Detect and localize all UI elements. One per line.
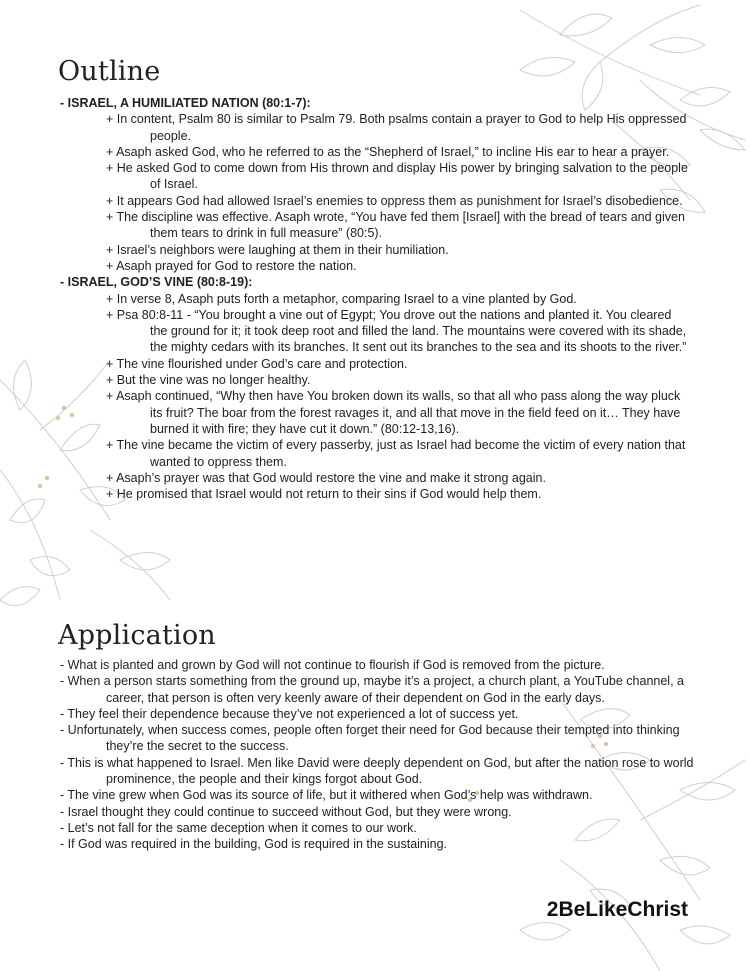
outline-item: + Israel’s neighbors were laughing at them in their humiliation. — [106, 242, 449, 257]
outline-item: + But the vine was no longer healthy. — [106, 373, 311, 388]
brand-logo-text: 2BeLikeChrist — [546, 898, 688, 921]
outline-item: + In verse 8, Asaph puts forth a metaphor, comparing Israel to a vine planted by God. — [106, 291, 577, 306]
outline-item: + Asaph asked God, who he referred to as the “Shepherd of Israel,” to incline His ear to hear a prayer. — [106, 144, 670, 159]
outline-item: + Psa 80:8-11 - “You brought a vine out of Egypt; You drove out the nations and planted it. You cleared the ground for it; it took deep root and filled the land. The mountains were covered with its shade, the mighty cedars with its branches. It sent out its branches to the sea and its shoots to the river.” — [106, 307, 687, 355]
application-item: - When a person starts something from the ground up, maybe it’s a project, a church plant, a YouTube channel, a career, that person is often very keenly aware of their dependent on God in the early days. — [60, 674, 684, 705]
section-label: - ISRAEL, A HUMILIATED NATION (80:1-7): — [60, 96, 311, 110]
outline-item: + The vine became the victim of every passerby, just as Israel had become the victim of every nation that wanted to oppress them. — [106, 438, 686, 469]
outline-section — [60, 95, 690, 502]
application-item: - Unfortunately, when success comes, people often forget their need for God because their tempted into thinking they’re the secret to the success. — [60, 723, 680, 754]
section-label: - ISRAEL, GOD’S VINE (80:8-19): — [60, 275, 253, 290]
application-item: - This is what happened to Israel. Men like David were deeply dependent on God, but after the nation rose to world prominence, the people and their kings forgot about God. — [60, 755, 694, 787]
outline-item: + It appears God had allowed Israel’s enemies to oppress them as punishment for Israel’s disobedience. — [106, 193, 683, 208]
outline-heading: Outline — [58, 56, 161, 87]
outline-item: + Asaph prayed for God to restore the nation. — [106, 258, 357, 273]
outline-item: + He asked God to come down from His thrown and display His power by bringing salvation to the people of Israel. — [106, 161, 688, 192]
application-item: - If God was required in the building, God is required in the sustaining. — [60, 837, 448, 852]
outline-item: + Asaph continued, “Why then have You broken down its walls, so that all who pass along the way pluck its fruit? The boar from the forest ravages it, and all that move in the field feed on it… They have burned it with fire; they have cut it down.” (80:12-13,16). — [106, 389, 681, 436]
outline-item: + The vine flourished under God’s care and protection. — [106, 356, 408, 371]
application-item: - The vine grew when God was its source of life, but it withered when God’s help was withdrawn. — [60, 788, 593, 803]
application-heading: Application — [58, 620, 216, 651]
application-section — [60, 657, 695, 853]
application-item: - What is planted and grown by God will not continue to flourish if God is removed from the picture. — [60, 658, 605, 672]
outline-item: + The discipline was effective. Asaph wrote, “You have fed them [Israel] with the bread of tears and given them tears to drink in full measure” (80:5). — [106, 210, 685, 241]
outline-item: + Asaph’s prayer was that God would restore the vine and make it strong again. — [106, 470, 546, 485]
application-item: - Let’s not fall for the same deception when it comes to our work. — [60, 820, 417, 835]
application-item: - Israel thought they could continue to succeed without God, but they were wrong. — [60, 804, 512, 819]
application-item: - They feel their dependence because they’ve not experienced a lot of success yet. — [60, 706, 519, 721]
outline-item: + He promised that Israel would not return to their sins if God would help them. — [106, 487, 542, 502]
outline-item: + In content, Psalm 80 is similar to Psalm 79. Both psalms contain a prayer to God to help His oppressed people. — [106, 112, 687, 143]
